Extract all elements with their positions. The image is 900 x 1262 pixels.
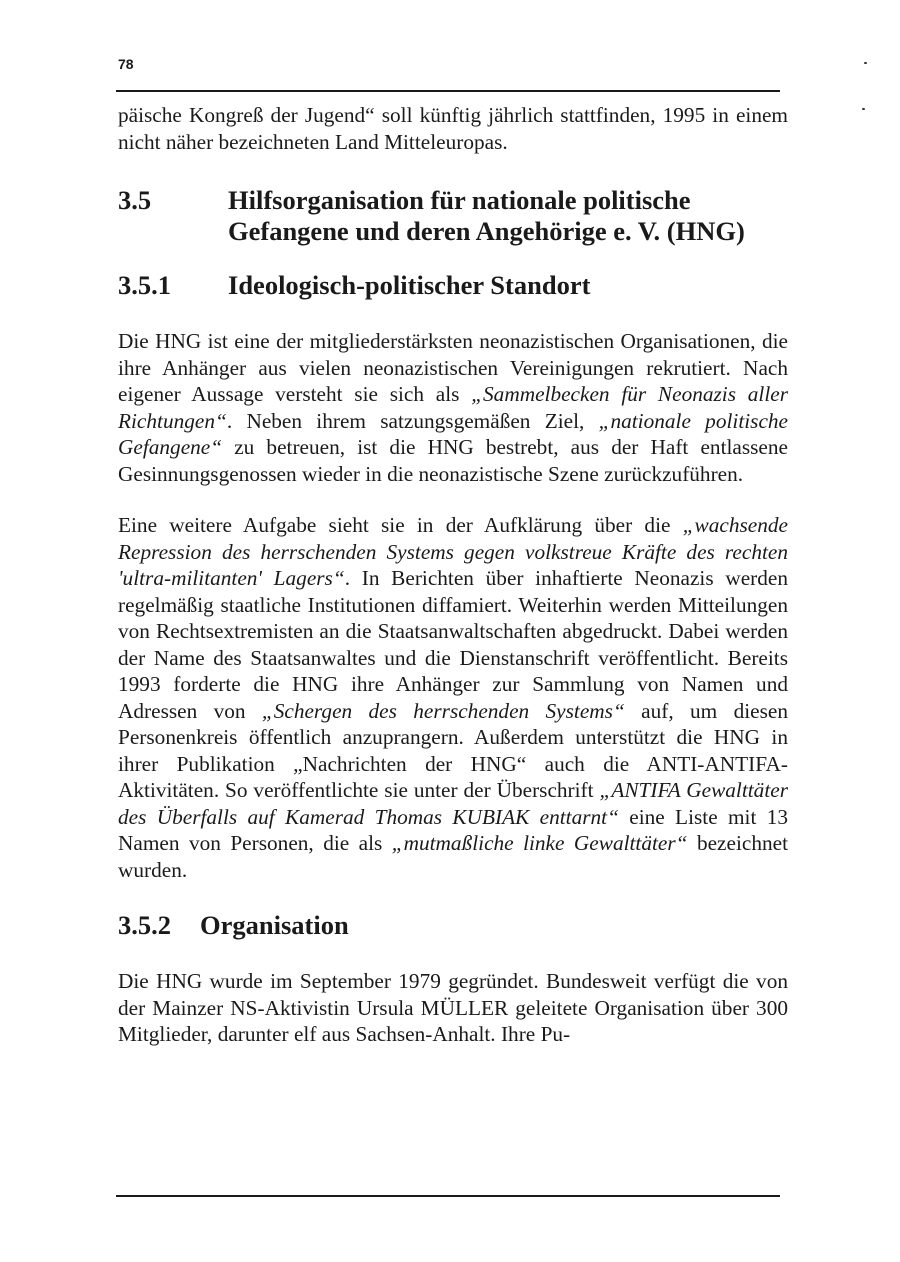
scan-speck xyxy=(862,108,865,110)
header-rule xyxy=(116,90,780,92)
page-number: 78 xyxy=(118,56,134,72)
section-heading-3-5-2 xyxy=(118,910,788,941)
section-number: 3.5.1 xyxy=(118,270,171,300)
body-text: Eine weitere Aufgabe sieht sie in der Aufklärung über die xyxy=(118,513,683,537)
section-title: Hilfsorganisation für nationale politische Gefangene und deren Angehörige e. V. (HNG) xyxy=(228,185,745,246)
section-heading-3-5 xyxy=(118,185,788,247)
section-heading-3-5-1 xyxy=(118,270,788,301)
footer-rule xyxy=(116,1195,780,1197)
body-text: . In Berichten über inhaftierte Neonazis werden regelmäßig staatliche Institutionen diffamiert. Weiterhin werden Mitteilungen von Rechtsextremisten an die Staatsanwaltschaften abgedruckt. Dabei werden der Name des Staatsanwaltes und die Dienstanschrift veröffentlicht. Bereits 1993 forderte die HNG ihre Anhänger zur Sammlung von Namen und Adressen von xyxy=(118,566,788,723)
section-title: Organisation xyxy=(200,910,349,940)
page-body xyxy=(118,102,788,1048)
section-number: 3.5 xyxy=(118,185,152,215)
body-text: bezeichnet wurden. xyxy=(118,831,788,882)
quotation: „wachsende Repression des herrschenden Systems gegen volkstreue Kräfte des rechten 'ultra-militanten' Lagers“ xyxy=(118,513,788,590)
body-paragraph xyxy=(118,512,788,883)
body-text: zu betreuen, ist die HNG bestrebt, aus der Haft entlassene Gesinnungsgenossen wieder in die neonazistische Szene zurückzuführen. xyxy=(118,435,788,486)
quotation: „Sammelbecken für Neonazis aller Richtungen“ xyxy=(118,382,788,433)
intro-paragraph: päische Kongreß der Jugend“ soll künftig jährlich stattfinden, 1995 in einem nicht näher bezeichneten Land Mitteleuropas. xyxy=(118,103,788,154)
scan-speck xyxy=(864,62,867,64)
body-paragraph: Die HNG wurde im September 1979 gegründet. Bundesweit verfügt die von der Mainzer NS-Aktivistin Ursula MÜLLER geleitete Organisation über 300 Mitglieder, darunter elf aus Sachsen-Anhalt. Ihre Pu- xyxy=(118,969,788,1046)
quotation: „ANTIFA Gewalttäter des Überfalls auf Kamerad Thomas KUBIAK enttarnt“ xyxy=(118,778,788,829)
body-text: . Neben ihrem satzungsgemäßen Ziel, xyxy=(226,408,599,433)
body-text: Die HNG ist eine der mitgliederstärksten neonazistischen Organisationen, die ihre Anhänger aus vielen neonazistischen Vereinigungen rekrutiert. Nach eigener Aussage versteht sie sich als xyxy=(118,329,788,406)
section-number: 3.5.2 xyxy=(118,910,171,940)
body-paragraph xyxy=(118,328,788,487)
quotation: „nationale politische Gefangene“ xyxy=(118,408,788,459)
body-text: eine Liste mit 13 Namen von Personen, die als xyxy=(118,804,788,855)
section-title: Ideologisch-politischer Standort xyxy=(228,270,591,300)
quotation: „mutmaßliche linke Gewalttäter“ xyxy=(391,831,688,855)
quotation: „Schergen des herrschenden Systems“ xyxy=(261,698,625,723)
body-text: auf, um diesen Personenkreis öffentlich anzuprangern. Außerdem unterstützt die HNG in ihrer Publikation „Nachrichten der HNG“ auch die ANTI-ANTIFA-Aktivitäten. So veröffentlichte sie unter der Überschrift xyxy=(118,698,788,802)
